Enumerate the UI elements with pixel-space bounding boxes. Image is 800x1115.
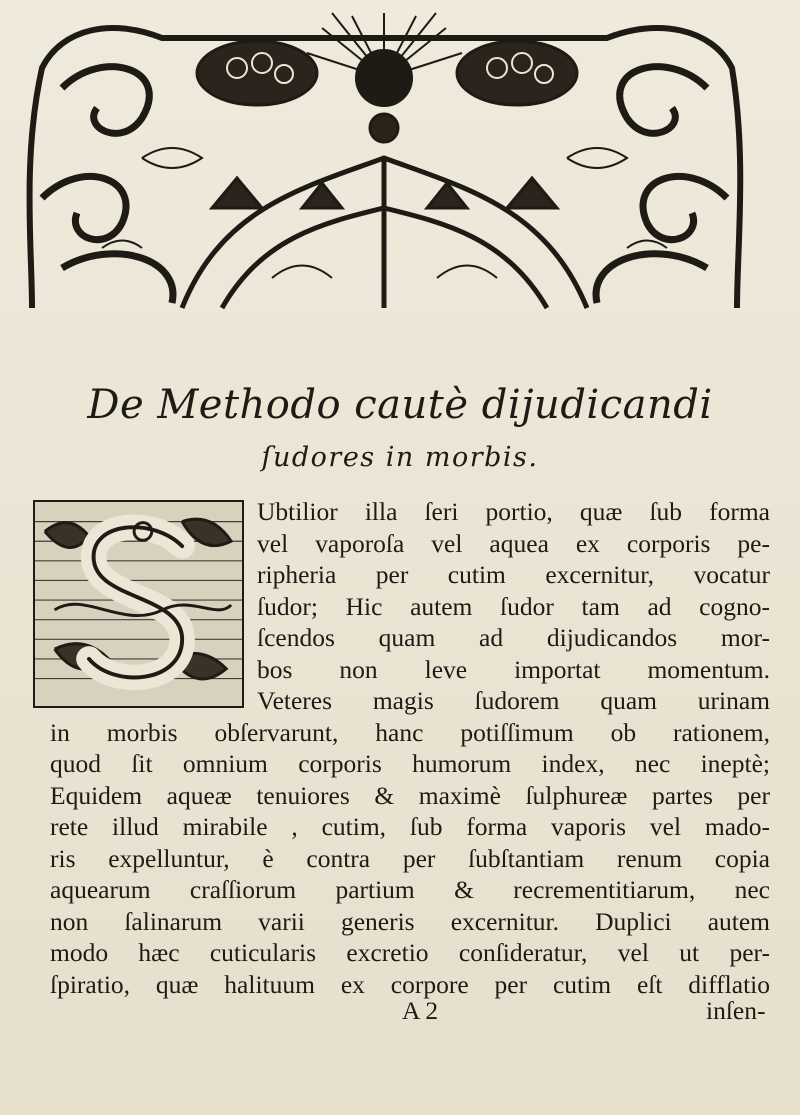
text-line: ris expelluntur, è contra per ſubſtantiam renum copia: [50, 843, 770, 873]
catchword: inſen-: [706, 996, 766, 1025]
body-text: [50, 496, 770, 1000]
text-line: ripheria per cutim excernitur, vocatur: [257, 560, 770, 589]
text-line: modo hæc cuticularis excretio conſideratur, vel ut per-: [50, 938, 770, 967]
page-footer: [0, 996, 800, 1028]
page-subtitle: ſudores in morbis.: [261, 442, 539, 473]
text-line: vel vaporoſa vel aquea ex corporis pe-: [257, 528, 770, 558]
text-line: non ſalinarum varii generis excernitur. Duplici autem: [50, 906, 770, 936]
text-line: Equidem aqueæ tenuiores & maximè ſulphureæ partes per: [50, 780, 770, 810]
text-line: in morbis obſervarunt, hanc potiſſimum ob rationem,: [50, 717, 770, 747]
text-line: ſcendos quam ad dijudicandos mor-: [257, 623, 770, 652]
text-line: Ubtilior illa ſeri portio, quæ ſub forma: [257, 497, 770, 526]
text-line: bos non leve importat momentum.: [257, 654, 770, 684]
page-title: De Methodo cautè dijudicandi: [87, 382, 713, 428]
ornamental-headpiece: [22, 8, 747, 328]
signature-mark: A 2: [402, 996, 439, 1025]
text-line: ſpiratio, quæ halituum ex corpore per cutim eſt difflatio: [50, 969, 770, 999]
text-line: Veteres magis ſudorem quam urinam: [257, 686, 770, 715]
text-line: aquearum craſſiorum partium & recrementitiarum, nec: [50, 875, 770, 904]
text-line: quod ſit omnium corporis humorum index, nec ineptè;: [50, 749, 770, 778]
text-line: ſudor; Hic autem ſudor tam ad cogno-: [257, 591, 770, 621]
text-line: rete illud mirabile , cutim, ſub forma vaporis vel mado-: [50, 812, 770, 841]
